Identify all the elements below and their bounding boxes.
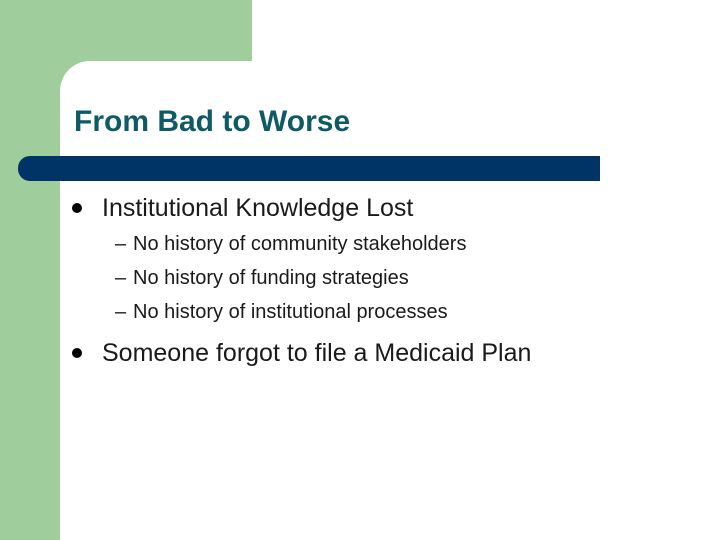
sub-bullet-text: No history of institutional processes [133, 301, 448, 323]
sub-bullet-text: No history of funding strategies [133, 267, 409, 289]
dash-marker: – [115, 233, 127, 255]
sub-bullet-item [115, 300, 448, 324]
title-divider-bar [18, 156, 600, 181]
bullet-dot-icon [72, 203, 82, 213]
bullet-dot-icon [72, 348, 82, 358]
dash-marker: – [115, 267, 127, 289]
bullet-item [72, 338, 531, 368]
dash-marker: – [115, 301, 127, 323]
slide-title: From Bad to Worse [74, 105, 351, 138]
sub-bullet-item [115, 266, 409, 290]
sub-bullet-item [115, 232, 466, 256]
bullet-item [72, 193, 413, 223]
sub-bullet-text: No history of community stakeholders [133, 233, 467, 255]
green-side-strip [0, 0, 60, 540]
bullet-text: Institutional Knowledge Lost [102, 194, 414, 222]
bullet-text: Someone forgot to file a Medicaid Plan [102, 339, 532, 367]
